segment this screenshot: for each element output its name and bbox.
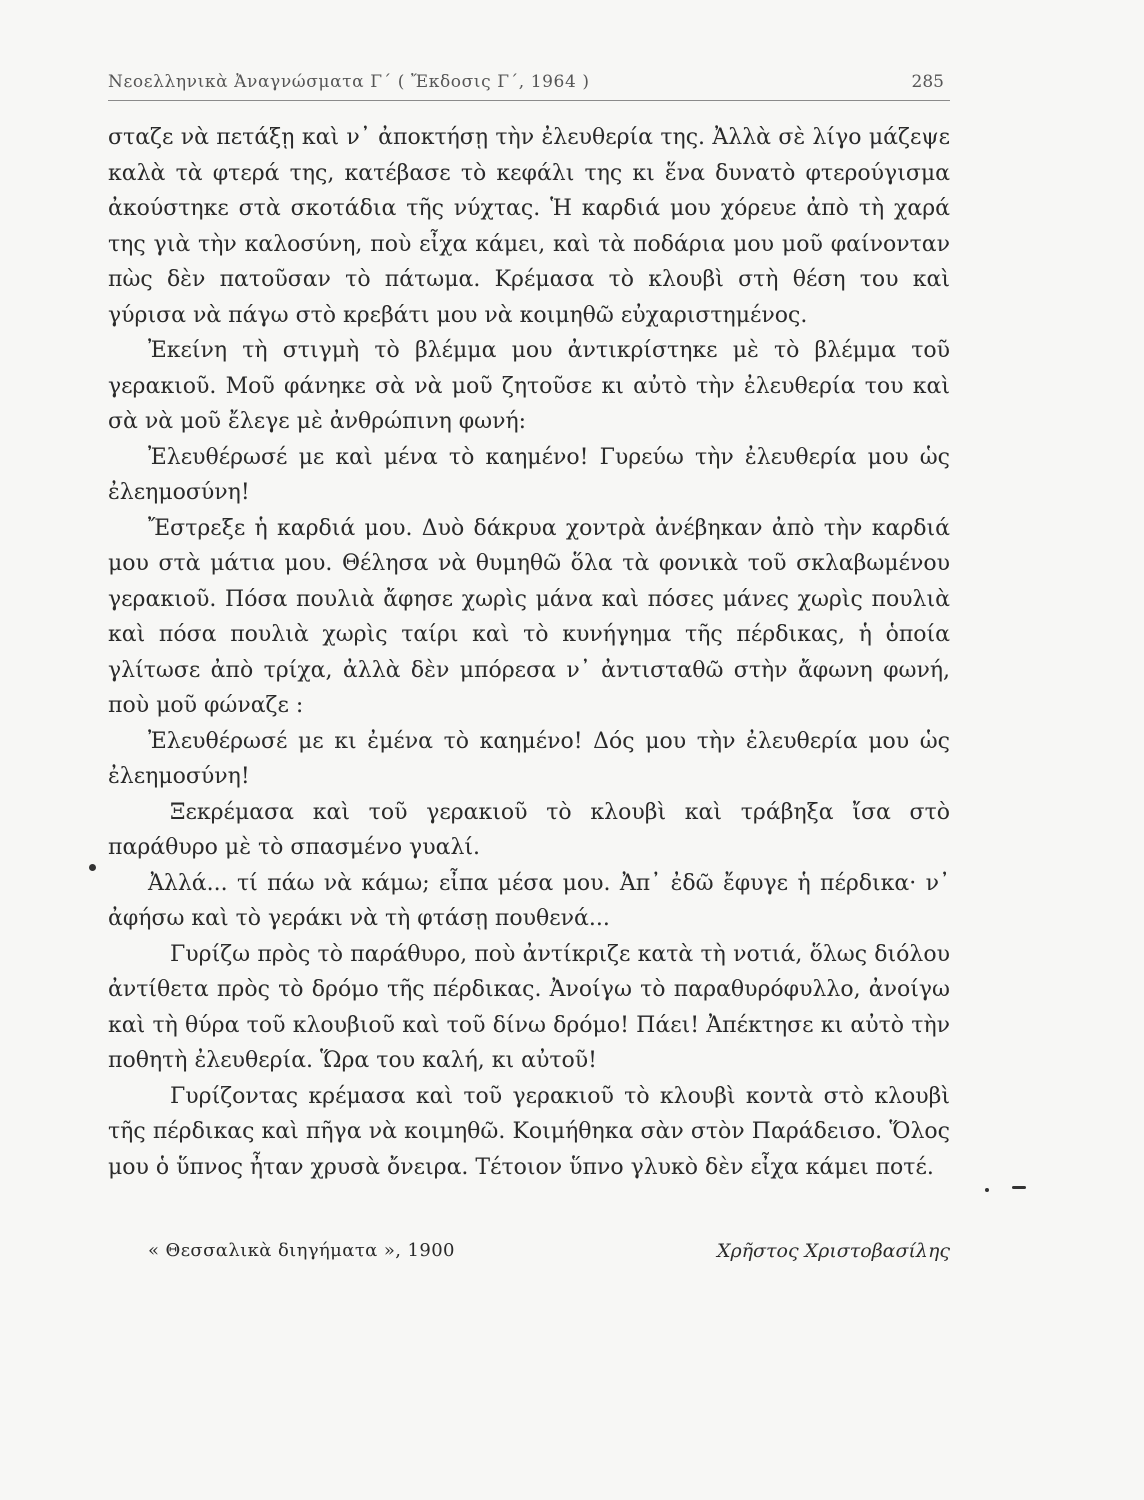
print-speck [89, 864, 96, 871]
source-title: « Θεσσαλικὰ διηγήματα », 1900 [148, 1240, 455, 1261]
header-title: Νεοελληνικὰ Ἀναγνώσματα Γ΄ ( Ἔκδοσις Γ΄, 1964 ) [108, 72, 590, 92]
print-speck [985, 1188, 989, 1192]
text-body [108, 120, 950, 1185]
author-name: Χρῆστος Χριστοβασίλης [716, 1240, 950, 1262]
paragraph: Ἀλλά... τί πάω νὰ κάμω; εἶπα μέσα μου. Ἀπ᾽ ἐδῶ ἔφυγε ἡ πέρδικα· ν᾽ ἀφήσω καὶ τὸ γεράκι νὰ τὴ φτάσῃ πουθενά... [108, 870, 950, 931]
paragraph: Ἐκείνη τὴ στιγμὴ τὸ βλέμμα μου ἀντικρίστηκε μὲ τὸ βλέμμα τοῦ γερακιοῦ. Μοῦ φάνηκε σὰ νὰ μοῦ ζητοῦσε κι αὐτὸ τὴν ἐλευθερία του καὶ σὰ νὰ μοῦ ἔλεγε μὲ ἀνθρώπινη φωνή: [108, 338, 950, 434]
page-number: 285 [911, 72, 944, 92]
paragraph-quote: Ἐλευθέρωσέ με καὶ μένα τὸ καημένο! Γυρεύω τὴν ἐλευθερία μου ὡς ἐλεημοσύνη! [108, 444, 950, 505]
paragraph: Γυρίζω πρὸς τὸ παράθυρο, ποὺ ἀντίκριζε κατὰ τὴ νοτιά, ὅλως διόλου ἀντίθετα πρὸς τὸ δρόμο τῆς πέρδικας. Ἀνοίγω τὸ παραθυρόφυλλο, ἀνοίγω καὶ τὴ θύρα τοῦ κλουβιοῦ καὶ τοῦ δίνω δρόμο! Πάει! Ἀπέκτησε κι αὐτὸ τὴν ποθητὴ ἐλευθερία. Ὥρα του καλή, κι αὐτοῦ! [108, 941, 950, 1073]
running-header [108, 70, 950, 101]
paragraph: Ἔστρεξε ἡ καρδιά μου. Δυὸ δάκρυα χοντρὰ ἀνέβηκαν ἀπὸ τὴν καρδιά μου στὰ μάτια μου. Θέλησα νὰ θυμηθῶ ὅλα τὰ φονικὰ τοῦ σκλαβωμένου γερακιοῦ. Πόσα πουλιὰ ἄφησε χωρὶς μάνα καὶ πόσες μάνες χωρὶς πουλιὰ καὶ πόσα πουλιὰ χωρὶς ταίρι καὶ τὸ κυνήγημα τῆς πέρδικας, ἡ ὁποία γλίτωσε ἀπὸ τρίχα, ἀλλὰ δὲν μπόρεσα ν᾽ ἀντισταθῶ στὴν ἄφωνη φωνή, ποὺ μοῦ φώναζε : [108, 515, 950, 718]
paragraph: Γυρίζοντας κρέμασα καὶ τοῦ γερακιοῦ τὸ κλουβὶ κοντὰ στὸ κλουβὶ τῆς πέρδικας καὶ πῆγα νὰ κοιμηθῶ. Κοιμήθηκα σὰν στὸν Παράδεισο. Ὅλος μου ὁ ὕπνος ἦταν χρυσὰ ὄνειρα. Τέτοιον ὕπνο γλυκὸ δὲν εἶχα κάμει ποτέ. [108, 1083, 950, 1180]
paragraph: Ξεκρέμασα καὶ τοῦ γερακιοῦ τὸ κλουβὶ καὶ τράβηξα ἴσα στὸ παράθυρο μὲ τὸ σπασμένο γυαλί. [108, 799, 950, 860]
source-attribution [148, 1240, 950, 1270]
paragraph-quote: Ἐλευθέρωσέ με κι ἐμένα τὸ καημένο! Δός μου τὴν ἐλευθερία μου ὡς ἐλεημοσύνη! [108, 728, 950, 789]
print-speck [1012, 1186, 1026, 1189]
paragraph-continued: σταζε νὰ πετάξῃ καὶ ν᾽ ἀποκτήσῃ τὴν ἐλευθερία της. Ἀλλὰ σὲ λίγο μάζεψε καλὰ τὰ φτερά της, κατέβασε τὸ κεφάλι της κι ἕνα δυνατὸ φτερούγισμα ἀκούστηκε στὰ σκοτάδια τῆς νύχτας. Ἡ καρδιά μου χόρευε ἀπὸ τὴ χαρά της γιὰ τὴν καλοσύνη, ποὺ εἶχα κάμει, καὶ τὰ ποδάρια μου μοῦ φαίνονταν πὼς δὲν πατοῦσαν τὸ πάτωμα. Κρέμασα τὸ κλουβὶ στὴ θέση του καὶ γύρισα νὰ πάγω στὸ κρεβάτι μου νὰ κοιμηθῶ εὐχαριστημένος. [108, 125, 950, 328]
